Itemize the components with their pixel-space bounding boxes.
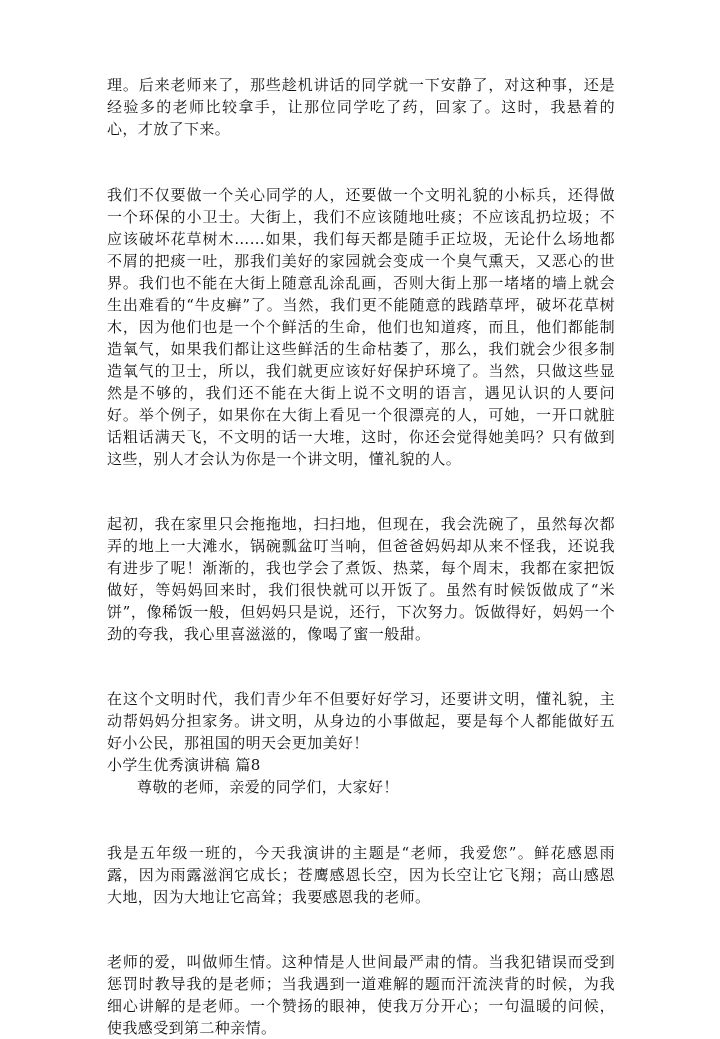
paragraph-conclusion: 在这个文明时代，我们青少年不但要好好学习，还要讲文明，懂礼貌，主动帮妈妈分担家务。讲文明，从身边的小事做起，要是每个人都能做好五好小公民，那祖国的明天会更加美好！ [107, 690, 615, 752]
paragraph-teacher-returns: 理。后来老师来了，那些趁机讲话的同学就一下安静了，对这种事，还是经验多的老师比较拿手，让那位同学吃了药，回家了。这时，我悬着的心，才放了下来。 [107, 76, 615, 138]
document-body [107, 74, 615, 1039]
paragraph-teacher-love: 老师的爱，叫做师生情。这种情是人世间最严肃的情。当我犯错误而受到惩罚时教导我的是老师；当我遇到一道难解的题而汗流浃背的时候，为我细心讲解的是老师。一个赞扬的眼神，使我万分开心；一句温暖的问候，使我感受到第二种亲情。 [107, 953, 615, 1037]
paragraph-housework: 起初，我在家里只会拖拖地，扫扫地，但现在，我会洗碗了，虽然每次都弄的地上一大滩水，锅碗瓢盆叮当响，但爸爸妈妈却从来不怪我，还说我有进步了呢！渐渐的，我也学会了煮饭、热菜，每个周末，我都在家把饭做好，等妈妈回来时，我们很快就可以开饭了。虽然有时候饭做成了“米饼”，像稀饭一般，但妈妈只是说，还行，下次努力。饭做得好，妈妈一个劲的夸我，我心里喜滋滋的，像喝了蜜一般甜。 [107, 515, 615, 643]
paragraph-civility-environment: 我们不仅要做一个关心同学的人，还要做一个文明礼貌的小标兵，还得做一个环保的小卫士。大街上，我们不应该随地吐痰；不应该乱扔垃圾；不应该破坏花草树木……如果，我们每天都是随手正垃圾，无论什么场地都不屑的把痰一吐，那我们美好的家园就会变成一个臭气熏天，又恶心的世界。我们也不能在大街上随意乱涂乱画，否则大街上那一堵堵的墙上就会生出难看的“牛皮癣”了。当然，我们更不能随意的践踏草坪，破坏花草树木，因为他们也是一个个鲜活的生命，他们也知道疼，而且，他们都能制造氧气，如果我们都让这些鲜活的生命枯萎了，那么，我们就会少很多制造氧气的卫士，所以，我们就更应该好好保护环境了。当然，只做这些显然是不够的，我们还不能在大街上说不文明的语言，遇见认识的人要问好。举个例子，如果你在大街上看见一个很漂亮的人，可她，一开口就脏话粗话满天飞，不文明的话一大堆，这时，你还会觉得她美吗？只有做到这些，别人才会认为你是一个讲文明，懂礼貌的人。 [107, 186, 615, 468]
speech-heading: 小学生优秀演讲稿 篇8 [107, 756, 261, 774]
speech-greeting: 尊敬的老师，亲爱的同学们，大家好！ [137, 778, 399, 796]
paragraph-speech-theme: 我是五年级一班的，今天我演讲的主题是“老师，我爱您”。鲜花感恩雨露，因为雨露滋润它成长；苍鹰感恩长空，因为长空让它飞翔；高山感恩大地，因为大地让它高耸；我要感恩我的老师。 [107, 844, 615, 906]
